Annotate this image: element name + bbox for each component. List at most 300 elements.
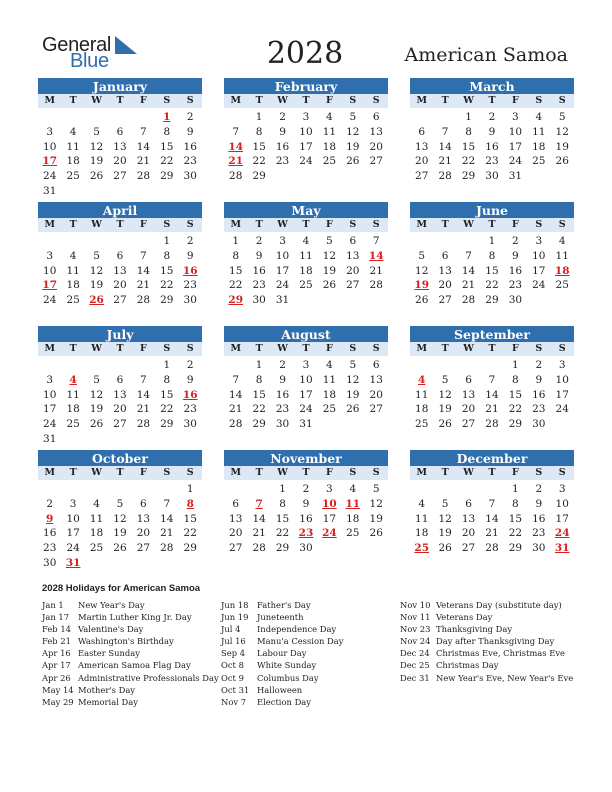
- day-cell: 23: [532, 403, 546, 416]
- weekday-label: S: [535, 95, 543, 106]
- day-cell: 17: [66, 527, 80, 540]
- week-row: [410, 402, 574, 417]
- weekday-label: S: [163, 343, 171, 354]
- day-cell: 16: [485, 140, 499, 153]
- holiday-name: Labour Day: [257, 648, 307, 659]
- empty-day-cell: [108, 110, 131, 125]
- day-cell: 21: [438, 155, 452, 168]
- day-cell: 22: [508, 527, 523, 540]
- week-row: [410, 417, 574, 432]
- day-cell: 22: [485, 279, 499, 292]
- day-cell: 7: [232, 125, 240, 138]
- day-cell: 1: [186, 483, 194, 495]
- weekday-label: W: [277, 219, 288, 230]
- day-cell: 9: [46, 512, 54, 525]
- weekday-header: [224, 342, 388, 356]
- holiday-item: [400, 599, 573, 611]
- holiday-item: [42, 611, 219, 623]
- weekday-label: S: [349, 343, 357, 354]
- weekday-label: F: [326, 95, 333, 106]
- day-cell: 11: [299, 249, 313, 262]
- weekday-label: T: [488, 467, 496, 478]
- day-cell: 13: [113, 264, 127, 277]
- weekday-label: M: [230, 343, 241, 354]
- week-row: [38, 512, 202, 527]
- day-cell: 25: [322, 155, 337, 168]
- day-cell: 3: [558, 359, 566, 371]
- day-cell: 16: [182, 388, 198, 401]
- day-cell: 2: [255, 235, 263, 247]
- day-cell: 23: [43, 542, 57, 555]
- weekday-label: W: [277, 343, 288, 354]
- week-row: [38, 154, 202, 169]
- day-cell: 12: [438, 512, 452, 525]
- day-cell: 1: [163, 359, 171, 371]
- week-row: [224, 512, 388, 527]
- week-row: [38, 140, 202, 155]
- empty-day-cell: [341, 541, 364, 556]
- day-cell: 12: [346, 125, 360, 138]
- day-cell: 15: [160, 140, 174, 153]
- day-cell: 23: [275, 155, 290, 168]
- month-title: January: [38, 78, 202, 94]
- empty-day-cell: [318, 293, 341, 308]
- day-cell: 28: [252, 542, 266, 555]
- empty-day-cell: [61, 482, 84, 497]
- day-cell: 23: [485, 155, 499, 168]
- empty-day-cell: [132, 432, 155, 447]
- weekday-label: T: [69, 343, 77, 354]
- day-cell: 25: [66, 418, 80, 431]
- weekday-header: [38, 94, 202, 108]
- day-cell: 13: [136, 512, 151, 525]
- day-cell: 6: [116, 373, 124, 386]
- week-row: [410, 278, 574, 293]
- holiday-date: Sep 4: [221, 648, 246, 659]
- day-cell: 20: [369, 388, 383, 401]
- day-cell: 5: [349, 359, 357, 371]
- holiday-column: [400, 599, 573, 684]
- day-cell: 26: [555, 155, 569, 168]
- weekday-label: W: [91, 95, 102, 106]
- weekday-label: S: [372, 95, 380, 106]
- day-cell: 29: [275, 542, 290, 555]
- weekday-label: T: [488, 343, 496, 354]
- day-cell: 18: [346, 512, 360, 525]
- day-cell: 28: [136, 418, 151, 431]
- empty-day-cell: [433, 110, 456, 125]
- empty-day-cell: [155, 184, 178, 199]
- week-row: [410, 249, 574, 264]
- day-cell: 24: [554, 527, 570, 540]
- day-cell: 4: [326, 359, 333, 371]
- day-cell: 10: [43, 264, 57, 277]
- day-cell: 22: [183, 527, 197, 540]
- day-cell: 14: [485, 512, 499, 525]
- day-cell: 10: [555, 497, 569, 510]
- day-cell: 5: [372, 483, 380, 495]
- empty-day-cell: [108, 556, 131, 571]
- holiday-item: [42, 623, 219, 635]
- day-cell: 31: [65, 556, 81, 569]
- day-cell: 5: [441, 497, 449, 510]
- day-cell: 8: [163, 373, 171, 386]
- holiday-date: Dec 25: [400, 660, 430, 671]
- empty-day-cell: [85, 234, 108, 249]
- day-cell: 21: [160, 527, 174, 540]
- holiday-date: Jan 1: [42, 600, 64, 610]
- day-cell: 18: [66, 155, 80, 168]
- day-cell: 10: [43, 388, 57, 401]
- day-cell: 16: [532, 388, 546, 401]
- day-cell: 3: [279, 235, 286, 247]
- weekday-label: T: [116, 95, 124, 106]
- day-cell: 15: [461, 140, 476, 153]
- week-row: [410, 388, 574, 403]
- empty-day-cell: [341, 293, 364, 308]
- month-title: July: [38, 326, 202, 342]
- weekday-label: S: [535, 343, 543, 354]
- day-cell: 18: [66, 279, 80, 292]
- day-cell: 19: [89, 155, 104, 168]
- week-row: [224, 293, 388, 308]
- week-row: [38, 125, 202, 140]
- holiday-name: Veterans Day (substitute day): [436, 600, 562, 610]
- day-cell: 20: [113, 155, 127, 168]
- week-row: [410, 125, 574, 140]
- day-cell: 25: [66, 294, 80, 307]
- day-cell: 29: [508, 418, 523, 431]
- week-row: [224, 497, 388, 512]
- weekday-label: M: [44, 343, 55, 354]
- day-cell: 28: [229, 418, 243, 431]
- day-cell: 24: [322, 527, 337, 540]
- day-cell: 28: [369, 279, 383, 292]
- day-cell: 13: [346, 249, 360, 262]
- day-cell: 2: [488, 111, 496, 123]
- day-cell: 30: [508, 294, 523, 307]
- day-cell: 2: [512, 235, 519, 247]
- weekday-label: S: [349, 219, 357, 230]
- day-cell: 20: [229, 527, 243, 540]
- day-cell: 21: [485, 527, 499, 540]
- day-cell: 29: [252, 418, 266, 431]
- day-cell: 10: [299, 373, 313, 386]
- day-cell: 25: [555, 279, 569, 292]
- week-row: [224, 140, 388, 155]
- holiday-name: White Sunday: [257, 660, 317, 671]
- day-cell: 8: [232, 249, 240, 262]
- weekday-label: T: [255, 467, 263, 478]
- day-cell: 26: [89, 294, 104, 307]
- weekday-label: T: [69, 95, 77, 106]
- day-cell: 5: [93, 249, 100, 262]
- weekday-label: S: [349, 467, 357, 478]
- month-title: April: [38, 202, 202, 218]
- weekday-label: T: [116, 467, 124, 478]
- day-cell: 15: [275, 512, 290, 525]
- day-cell: 17: [275, 264, 290, 277]
- holiday-name: Day after Thanksgiving Day: [436, 636, 555, 647]
- day-cell: 21: [136, 155, 151, 168]
- day-cell: 17: [43, 403, 57, 416]
- day-cell: 15: [252, 140, 266, 153]
- day-cell: 8: [279, 497, 286, 510]
- day-cell: 22: [160, 403, 174, 416]
- day-cell: 4: [349, 483, 357, 495]
- day-cell: 7: [488, 497, 496, 510]
- holiday-name: Easter Sunday: [78, 648, 141, 659]
- weekday-header: [224, 218, 388, 232]
- weekday-label: F: [512, 219, 519, 230]
- day-cell: 9: [255, 249, 263, 262]
- day-cell: 28: [438, 170, 452, 183]
- weekday-label: M: [44, 95, 55, 106]
- day-cell: 4: [418, 373, 426, 386]
- day-cell: 16: [182, 264, 198, 277]
- empty-day-cell: [410, 110, 433, 125]
- weekday-header: [410, 94, 574, 108]
- holiday-item: [221, 635, 344, 647]
- day-cell: 25: [66, 170, 80, 183]
- weekday-label: T: [255, 343, 263, 354]
- day-cell: 15: [229, 264, 243, 277]
- day-cell: 10: [532, 249, 546, 262]
- day-cell: 21: [252, 527, 266, 540]
- day-cell: 25: [532, 155, 546, 168]
- day-cell: 7: [140, 125, 147, 138]
- week-row: [410, 541, 574, 556]
- day-cell: 14: [229, 388, 243, 401]
- day-cell: 30: [183, 170, 197, 183]
- day-cell: 15: [183, 512, 197, 525]
- weekday-label: F: [512, 95, 519, 106]
- day-cell: 9: [512, 249, 519, 262]
- day-cell: 4: [326, 111, 333, 123]
- weekday-label: F: [512, 343, 519, 354]
- day-cell: 4: [93, 497, 100, 510]
- week-row: [410, 373, 574, 388]
- empty-day-cell: [85, 110, 108, 125]
- day-cell: 27: [113, 418, 127, 431]
- weekday-label: W: [463, 467, 474, 478]
- logo-blue-text: Blue: [70, 50, 109, 72]
- day-cell: 29: [508, 542, 523, 555]
- week-row: [38, 293, 202, 308]
- day-cell: 23: [275, 403, 290, 416]
- holiday-item: [42, 696, 219, 708]
- day-cell: 18: [322, 140, 337, 153]
- day-cell: 11: [415, 388, 429, 401]
- week-row: [38, 184, 202, 199]
- day-cell: 20: [438, 279, 452, 292]
- day-cell: 17: [322, 512, 337, 525]
- holiday-name: New Year's Eve, New Year's Eve: [436, 672, 574, 683]
- day-cell: 16: [183, 140, 197, 153]
- day-cell: 19: [438, 403, 452, 416]
- holiday-name: Veterans Day: [436, 612, 493, 623]
- day-cell: 28: [136, 170, 151, 183]
- day-cell: 12: [89, 388, 104, 401]
- day-cell: 30: [183, 294, 197, 307]
- day-cell: 31: [508, 170, 523, 183]
- holiday-date: Jul 4: [221, 624, 241, 635]
- day-cell: 31: [299, 418, 313, 431]
- holiday-name: Election Day: [257, 696, 312, 707]
- day-cell: 5: [93, 373, 100, 386]
- day-cell: 21: [136, 279, 151, 292]
- weekday-label: F: [140, 219, 147, 230]
- holiday-item: [42, 672, 219, 684]
- week-row: [224, 278, 388, 293]
- day-cell: 21: [228, 155, 244, 168]
- empty-day-cell: [155, 556, 178, 571]
- holiday-column: [221, 599, 344, 708]
- day-cell: 15: [508, 388, 523, 401]
- day-cell: 29: [228, 294, 244, 307]
- month-title: September: [410, 326, 574, 342]
- day-cell: 6: [140, 497, 147, 510]
- day-cell: 15: [160, 264, 174, 277]
- day-cell: 16: [252, 264, 266, 277]
- day-cell: 30: [275, 418, 290, 431]
- day-cell: 2: [302, 483, 310, 495]
- day-cell: 24: [43, 418, 57, 431]
- day-cell: 14: [368, 249, 384, 262]
- day-cell: 7: [163, 497, 171, 510]
- empty-day-cell: [61, 358, 84, 373]
- empty-day-cell: [410, 482, 433, 497]
- day-cell: 19: [369, 512, 383, 525]
- empty-day-cell: [61, 110, 84, 125]
- day-cell: 24: [66, 542, 80, 555]
- week-row: [410, 293, 574, 308]
- holiday-item: [400, 611, 573, 623]
- holiday-name: Columbus Day: [257, 672, 319, 683]
- day-cell: 9: [279, 373, 286, 386]
- empty-day-cell: [294, 293, 317, 308]
- empty-day-cell: [318, 169, 341, 184]
- day-cell: 8: [465, 125, 472, 138]
- day-cell: 7: [140, 249, 147, 262]
- weekday-label: M: [416, 95, 427, 106]
- day-cell: 25: [299, 279, 313, 292]
- day-cell: 3: [46, 249, 54, 262]
- day-cell: 11: [532, 125, 546, 138]
- day-cell: 5: [558, 111, 566, 123]
- holiday-name: Christmas Eve, Christmas Eve: [436, 648, 566, 659]
- empty-day-cell: [108, 234, 131, 249]
- day-cell: 17: [555, 388, 569, 401]
- week-row: [38, 358, 202, 373]
- empty-day-cell: [224, 110, 247, 125]
- day-cell: 27: [461, 542, 476, 555]
- holiday-item: [42, 684, 219, 696]
- month-august: [224, 326, 388, 432]
- day-cell: 29: [160, 418, 174, 431]
- month-title: December: [410, 450, 574, 466]
- holiday-item: [221, 599, 344, 611]
- day-cell: 2: [186, 235, 194, 247]
- weekday-label: S: [163, 467, 171, 478]
- day-cell: 28: [229, 170, 243, 183]
- day-cell: 27: [461, 418, 476, 431]
- empty-day-cell: [38, 234, 61, 249]
- day-cell: 16: [299, 512, 313, 525]
- week-row: [224, 526, 388, 541]
- holiday-name: American Samoa Flag Day: [78, 660, 191, 671]
- weekday-label: T: [255, 219, 263, 230]
- day-cell: 10: [322, 497, 337, 510]
- day-cell: 20: [369, 140, 383, 153]
- day-cell: 7: [372, 235, 380, 247]
- weekday-label: M: [230, 467, 241, 478]
- day-cell: 23: [183, 155, 197, 168]
- empty-day-cell: [341, 169, 364, 184]
- day-cell: 7: [232, 373, 240, 386]
- empty-day-cell: [85, 482, 108, 497]
- holiday-item: [400, 623, 573, 635]
- day-cell: 12: [369, 497, 383, 510]
- weekday-label: T: [488, 95, 496, 106]
- holiday-item: [400, 659, 573, 671]
- holiday-item: [400, 635, 573, 647]
- day-cell: 22: [160, 279, 174, 292]
- empty-day-cell: [224, 482, 247, 497]
- day-cell: 30: [299, 542, 313, 555]
- weekday-label: T: [488, 219, 496, 230]
- day-cell: 7: [465, 249, 472, 262]
- weekday-label: T: [302, 467, 310, 478]
- day-cell: 29: [461, 170, 476, 183]
- day-cell: 16: [43, 527, 57, 540]
- weekday-label: T: [441, 467, 449, 478]
- empty-day-cell: [61, 432, 84, 447]
- holiday-name: Memorial Day: [78, 696, 138, 707]
- day-cell: 7: [255, 497, 263, 510]
- day-cell: 29: [160, 170, 174, 183]
- empty-day-cell: [85, 556, 108, 571]
- day-cell: 1: [255, 359, 263, 371]
- day-cell: 4: [418, 497, 426, 510]
- day-cell: 16: [275, 140, 290, 153]
- weekday-label: W: [91, 343, 102, 354]
- day-cell: 10: [43, 140, 57, 153]
- week-row: [224, 264, 388, 279]
- empty-day-cell: [294, 169, 317, 184]
- day-cell: 1: [232, 235, 240, 247]
- empty-day-cell: [527, 293, 550, 308]
- day-cell: 23: [298, 527, 314, 540]
- day-cell: 9: [186, 373, 194, 386]
- day-cell: 27: [229, 542, 243, 555]
- day-cell: 24: [299, 155, 313, 168]
- day-cell: 18: [322, 388, 337, 401]
- day-cell: 18: [415, 403, 429, 416]
- day-cell: 13: [369, 125, 383, 138]
- empty-day-cell: [224, 358, 247, 373]
- day-cell: 20: [136, 527, 151, 540]
- weekday-label: S: [372, 219, 380, 230]
- day-cell: 3: [69, 497, 77, 510]
- day-cell: 13: [438, 264, 452, 277]
- weekday-label: S: [186, 219, 194, 230]
- day-cell: 18: [299, 264, 313, 277]
- day-cell: 29: [485, 294, 499, 307]
- empty-day-cell: [433, 482, 456, 497]
- weekday-header: [410, 218, 574, 232]
- week-row: [38, 264, 202, 279]
